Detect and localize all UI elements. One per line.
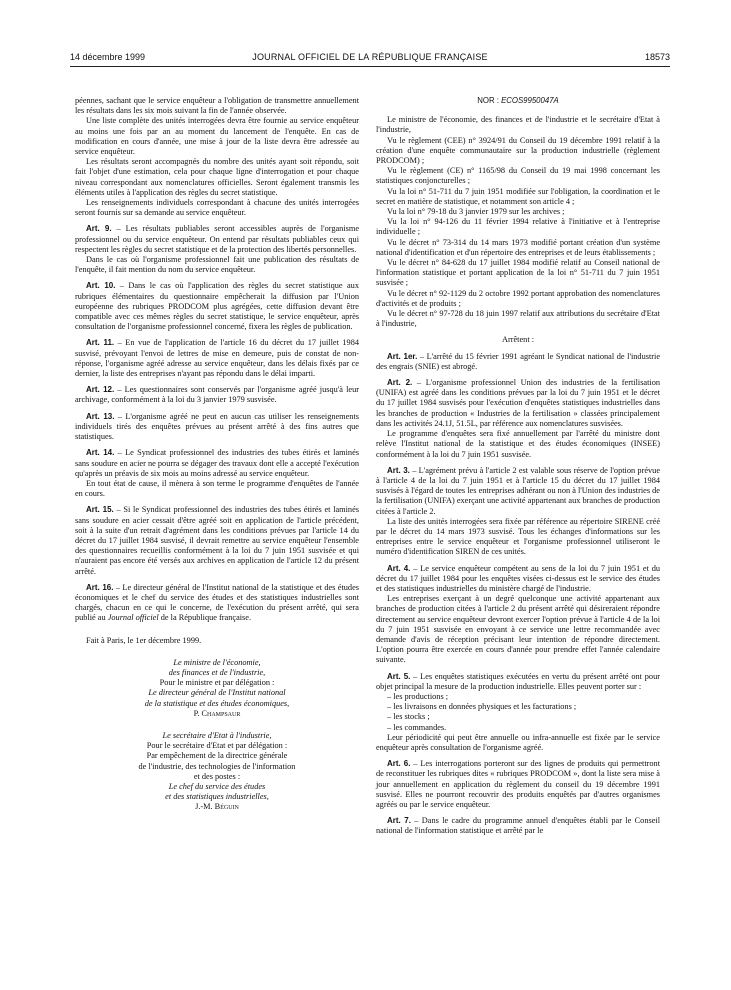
article-text: – L'agrément prévu à l'article 2 est valable sous réserve de l'option prévue à l'article 4 de la loi du 7 juin 1951 et à l'article 15 du décret du 17 juillet 1984 susvisés à l'égard de toutes les entreprises adhérant ou non à l'Union des industries de la fertilisation (UNIFA) exerçant une activité appartenant aux branches de production citées à l'article 2. <box>376 465 660 516</box>
paragraph: Leur périodicité qui peut être annuelle ou infra-annuelle est fixée par le service enquêteur après consultation de l'organisme agréé. <box>376 732 660 752</box>
nor-prefix: NOR : <box>477 96 502 105</box>
article-label: Art. 3. <box>387 465 410 475</box>
visa: Vu le décret n° 73-314 du 14 mars 1973 modifié portant création d'un système national d'identification et d'un répertoire des entreprises et de leurs établissements ; <box>376 237 660 257</box>
paragraph: Une liste complète des unités interrogées devra être fournie au service enquêteur au moins une fois par an au moment du lancement de l'enquête. En cas de modification en cours d'année, une mise à jour de la liste devra être adressée au service enquêteur. <box>75 116 359 157</box>
right-column <box>376 96 660 837</box>
article-text: – Dans le cas où l'application des règles du secret statistique aux rubriques élémentaires du questionnaire empêcherait la diffusion par l'Union européenne des rubriques PRODCOM plus agrégées, cette diffusion devant être compatible avec ces mêmes règles du secret statistique, le service enquêteur, après consultation de l'organisme professionnel concerné, fixera les règles de publication. <box>75 281 359 332</box>
visa: Vu le décret n° 84-628 du 17 juillet 1984 modifié relatif au Conseil national de l'information statistique et portant application de la loi n° 51-711 du 7 juin 1951 susvisée ; <box>376 258 660 288</box>
paragraph: Les résultats seront accompagnés du nombre des unités ayant soit répondu, soit fait l'objet d'une estimation, cela pour chaque ligne d'interrogation et pour chaque niveau correspondant aux nomenclatures officielles. Seront également transmis les éléments utiles à l'application des règles du secret statistique. <box>75 157 359 197</box>
article-10 <box>75 281 359 332</box>
list-item: – les livraisons en données physiques et les facturations ; <box>387 702 577 712</box>
article-label: Art. 1er. <box>387 351 418 361</box>
article-label: Art. 11. <box>86 338 115 348</box>
article-text: – L'organisme professionnel Union des industries de la fertilisation (UNIFA) est agréé dans les conditions prévues par la loi du 7 juin 1951 et le décret du 17 juillet 1984 susvisés pour l'exécution d'enquêtes statistiques industrielles dans les branches de production « Industries de la fertilisation » classées principalement dans les activités 24.1J, 51.5L, par référence aux nomenclatures susvisées. <box>376 378 661 428</box>
article-5 <box>376 672 660 692</box>
article-text: – Le Syndicat professionnel des industries des tubes étirés et laminés sans soudure en acier ne pourra se dégager des travaux dont elle a accepté l'exécution qu'après un préavis de six mois au moins adressé au service enquêteur. <box>75 448 359 478</box>
article-6 <box>376 759 660 810</box>
article-1 <box>376 352 660 372</box>
journal-officiel-ref: Journal officiel <box>107 613 159 623</box>
article-label: Art. 13. <box>86 411 115 421</box>
article-text: – Les questionnaires sont conservés par l'organisme agréé jusqu'à leur archivage, conformément à la loi du 3 janvier 1979 susvisée. <box>75 385 359 405</box>
paragraph: Le ministre de l'économie, des finances et de l'industrie et le secrétaire d'Etat à l'industrie, <box>376 115 660 135</box>
visa: Vu le décret n° 92-1129 du 2 octobre 1992 portant approbation des nomenclatures d'activités et de produits ; <box>376 288 660 308</box>
signature-line: Pour le secrétaire d'Etat et par délégation : <box>146 741 288 751</box>
signature-line: de la statistique et des études économiques, <box>144 698 290 708</box>
visa: Vu le règlement (CEE) n° 3924/91 du Conseil du 19 décembre 1991 relatif à la création d'une enquête communautaire sur la production industrielle (règlement PRODCOM) ; <box>376 135 660 166</box>
nor-code: ECOS9950047A <box>501 96 559 105</box>
article-13 <box>75 412 359 443</box>
header-page-number: 18573 <box>644 52 670 62</box>
article-text: – Dans le cadre du programme annuel d'enquêtes établi par le Conseil national de l'information statistique et arrêté par le <box>376 816 660 836</box>
article-label: Art. 2. <box>387 378 413 388</box>
header-rule <box>70 66 670 67</box>
signature-line: de l'industrie, des technologies de l'information <box>138 761 296 771</box>
signature-date: Fait à Paris, le 1er décembre 1999. <box>86 635 202 645</box>
list-item: – les commandes. <box>387 722 447 732</box>
visa: Vu la loi n° 94-126 du 11 février 1994 relative à l'initiative et à l'entreprise individuelle ; <box>376 217 660 237</box>
article-label: Art. 10. <box>86 281 116 291</box>
signature-line: Le secrétaire d'Etat à l'industrie, <box>162 730 272 740</box>
paragraph: La liste des unités interrogées sera fixée par référence au répertoire SIRENE créé par le décret du 14 mars 1973 susvisé. Tous les échanges d'informations sur les entreprises entre le service enquêteur et l'organisme professionnel utiliseront le numéro d'identification SIREN de ces unités. <box>376 516 660 557</box>
article-label: Art. 14. <box>86 448 115 458</box>
header-date: 14 décembre 1999 <box>70 52 146 62</box>
visa: Vu la loi n° 51-711 du 7 juin 1951 modifiée sur l'obligation, la coordination et le secret en matière de statistique, et notamment son article 4 ; <box>376 186 660 206</box>
article-text: – Les interrogations porteront sur des lignes de produits qui permettront de reconstituer les rubriques dites « rubriques PRODCOM », dont la liste sera mise à jour annuellement en application du règlement du conseil du 19 décembre 1991 susvisé. Elles ne pourront recouvrir des produits enquêtés par d'autres organismes agréés ou par le service enquêteur. <box>376 759 660 809</box>
signature-block-secretary <box>75 731 359 813</box>
paragraph: Les entreprises exerçant à un degré quelconque une activité appartenant aux branches de production citées à l'article 2 du présent arrêté qui désireraient répondre directement au service enquêteur devront exercer l'option prévue à l'article 4 de la loi du 7 juin 1951 susvisée en envoyant à ce service une lettre recommandée avec demande d'avis de réception précisant leur intention de répondre directement. L'option pourra être exercée en cours d'année pour prendre effet l'année calendaire suivante. <box>376 594 660 665</box>
article-text: – L'arrêté du 15 février 1991 agréant le Syndicat national de l'industrie des engrais (SNIE) est abrogé. <box>376 351 661 371</box>
paragraph: En tout état de cause, il mènera à son terme le programme d'enquêtes de l'année en cours. <box>75 478 359 499</box>
page-header <box>70 52 670 66</box>
article-label: Art. 12. <box>86 385 115 395</box>
signature-line: des finances et de l'industrie, <box>168 667 266 677</box>
paragraph: péennes, sachant que le service enquêteur a l'obligation de transmettre annuellement les résultats dans les six mois suivant la fin de l'année observée. <box>75 96 359 116</box>
article-label: Art. 15. <box>86 505 114 515</box>
article-9 <box>75 224 359 255</box>
signature-line: Le directeur général de l'Institut national <box>148 688 286 698</box>
article-15 <box>75 505 359 576</box>
article-text: de la République française. <box>158 613 252 623</box>
article-12 <box>75 385 359 405</box>
article-label: Art. 7. <box>387 816 411 826</box>
signatory-name: J.-M. Béguin <box>195 802 239 812</box>
article-7 <box>376 816 660 836</box>
signature-line: Pour le ministre et par délégation : <box>159 678 275 688</box>
article-label: Art. 5. <box>387 671 411 681</box>
article-4 <box>376 564 660 595</box>
article-16 <box>75 583 359 624</box>
signature-line: Le chef du service des études <box>168 781 266 791</box>
article-14 <box>75 448 359 479</box>
list-item: – les stocks ; <box>387 712 430 722</box>
article-text: – L'organisme agréé ne peut en aucun cas utiliser les renseignements individuels tirés des enquêtes prévues au présent arrêté à des fins autres que statistiques. <box>75 411 359 442</box>
nor-reference <box>376 96 660 106</box>
paragraph: Dans le cas où l'organisme professionnel fait une publication des résultats de l'enquête, il fait mention du nom du service enquêteur. <box>75 255 359 275</box>
item-list <box>376 692 660 733</box>
article-text: – Le service enquêteur compétent au sens de la loi du 7 juin 1951 et du décret du 17 juillet 1984 pour les enquêtes visées ci-dessus est le service des études et des statistiques industrielles du ministère chargé de l'industrie. <box>376 563 661 593</box>
article-text: – Les enquêtes statistiques exécutées en vertu du présent arrêté ont pour objet principal la mesure de la production industrielle. Elles peuvent porter sur : <box>376 671 660 691</box>
article-3 <box>376 466 660 517</box>
visa: Vu le règlement (CE) n° 1165/98 du Conseil du 19 mai 1998 concernant les statistiques conjoncturelles ; <box>376 166 660 186</box>
article-2 <box>376 378 660 429</box>
signatory-name: P. Champsaur <box>193 708 241 718</box>
article-text: – Si le Syndicat professionnel des industries des tubes étirés et laminés sans soudure en acier cessait d'être agréé soit en application de l'article précédent, soit à la suite d'un retrait d'agrément dans les conditions prévues par l'article 14 du décret du 17 juillet 1984 susvisé, il devrait remettre au service enquêteur l'ensemble des questionnaires recueillis conformément à la loi du 7 juin 1951 susvisée et qui n'auraient pas encore été versés aux archives en application de l'article 12 du présent arrêté. <box>75 505 359 576</box>
article-text: – Le directeur général de l'Institut national de la statistique et des études économiques et le chef du service des études et des statistiques industrielles sont chargés, chacun en ce qui le concerne, de l'exécution du présent arrêté, qui sera publié au <box>75 582 359 623</box>
list-item: – les productions ; <box>387 691 449 701</box>
article-text: – En vue de l'application de l'article 16 du décret du 17 juillet 1984 susvisé, prévoyant l'envoi de lettres de mise en demeure, puis de constat de non-réponse, l'organisme agréé adresse au service enquêteur, dans les délais fixés par ce dernier, la liste des entreprises n'ayant pas répondu dans le délai imparti. <box>75 338 359 379</box>
signature-line: et des statistiques industrielles, <box>165 792 269 802</box>
article-label: Art. 16. <box>86 582 114 592</box>
article-label: Art. 6. <box>387 759 411 769</box>
signature-line: Par empêchement de la directrice générale <box>146 751 288 761</box>
paragraph: Les renseignements individuels correspondant à chacune des unités interrogées seront fournis sur sa demande au service enquêteur. <box>75 198 359 218</box>
article-label: Art. 9. <box>86 224 112 234</box>
article-11 <box>75 338 359 379</box>
signature-block-minister <box>75 658 359 719</box>
signature-line: Le ministre de l'économie, <box>173 657 261 667</box>
signature-line: et des postes : <box>193 771 241 781</box>
paragraph: Le programme d'enquêtes sera fixé annuellement par l'arrêté du ministre dont relève l'Institut national de la statistique et des études économiques (INSEE) conformément à la loi du 7 juin 1951 susvisée. <box>376 429 660 459</box>
header-journal-title: JOURNAL OFFICIEL DE LA RÉPUBLIQUE FRANÇAISE <box>252 52 488 62</box>
article-label: Art. 4. <box>387 563 411 573</box>
visa: Vu le décret n° 97-728 du 18 juin 1997 relatif aux attributions du secrétaire d'Etat à l'industrie, <box>376 309 660 329</box>
arretent-heading: Arrêtent : <box>501 335 535 345</box>
visa: Vu la loi n° 79-18 du 3 janvier 1979 sur les archives ; <box>387 207 565 217</box>
left-column <box>75 96 359 813</box>
article-text: – Les résultats publiables seront accessibles auprès de l'organisme professionnel ou du service enquêteur. On entend par résultats publiables ceux qui respectent les règles du secret statistique et de la protection des libertés personnelles. <box>75 224 360 254</box>
